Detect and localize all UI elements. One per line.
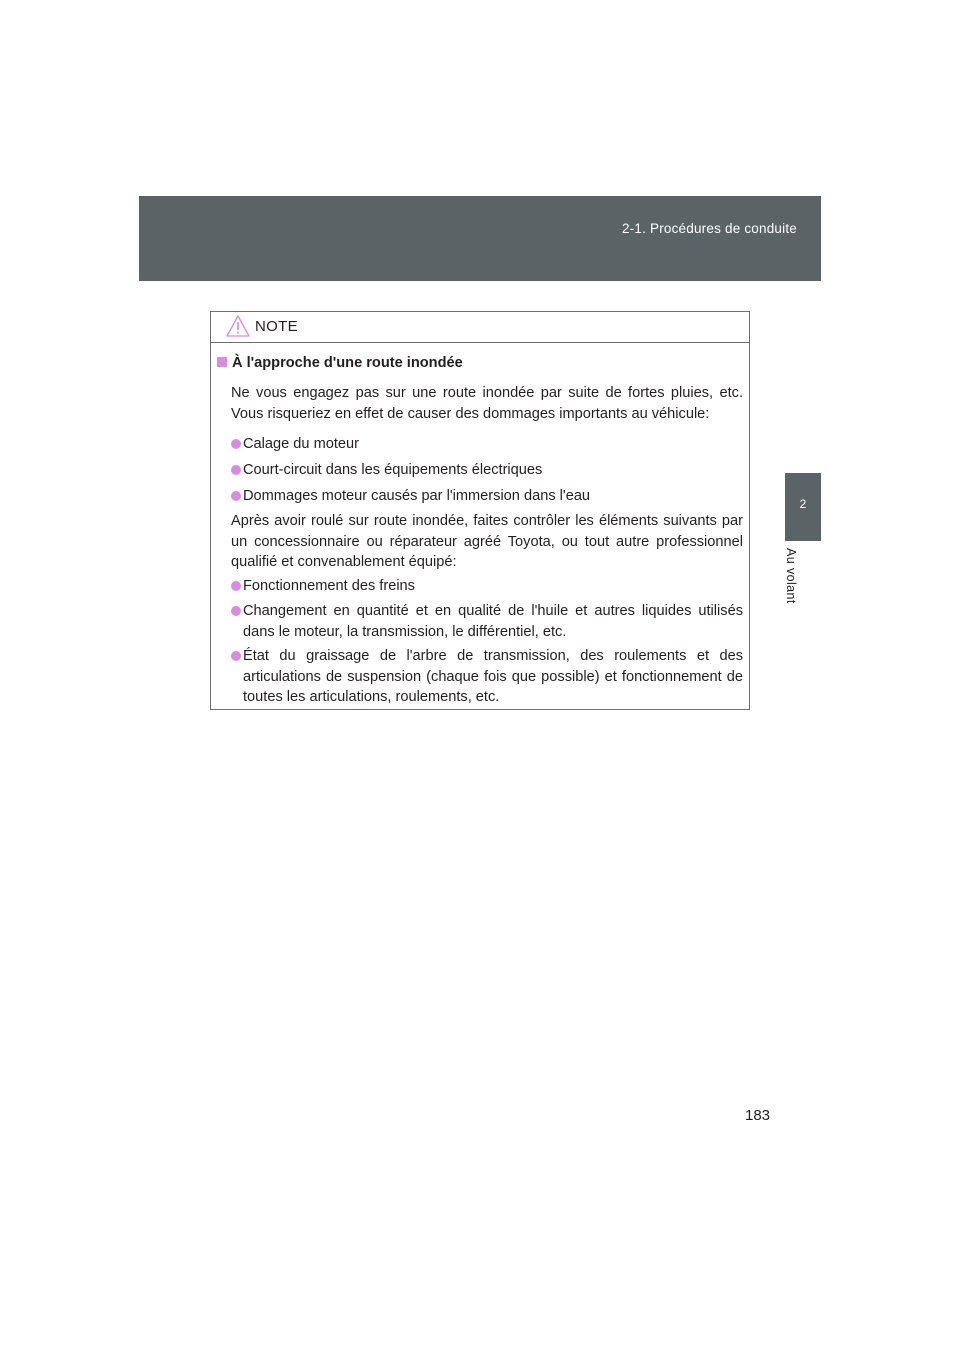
bullet-dot-icon: [231, 439, 241, 449]
list-item-text: Changement en quantité et en qualité de l'huile et autres liquides utilisés dans le moteur, la transmission, le différentiel, etc.: [243, 603, 743, 640]
list-item: [231, 576, 743, 597]
warning-triangle-icon: [226, 315, 250, 337]
square-bullet-icon: [217, 357, 227, 367]
intro-paragraph: Ne vous engagez pas sur une route inondée par suite de fortes pluies, etc. Vous risqueriez en effet de causer des dommages importants au véhicule:: [231, 385, 743, 422]
list-item: [231, 486, 743, 507]
note-title: NOTE: [255, 318, 298, 335]
list-item-text: Fonctionnement des freins: [243, 578, 415, 594]
list-item: [231, 646, 743, 708]
list-item-text: État du graissage de l'arbre de transmission, des roulements et des articulations de suspension (chaque fois que possible) et fonctionnement de toutes les articulations, roulements, etc.: [243, 648, 743, 705]
chapter-label: Au volant: [784, 548, 798, 604]
note-header: [211, 312, 749, 343]
subheading-text: À l'approche d'une route inondée: [232, 355, 463, 371]
bullet-dot-icon: [231, 606, 241, 616]
bullet-dot-icon: [231, 465, 241, 475]
header-band: [139, 196, 821, 281]
note-box: [210, 311, 750, 710]
page-number: 183: [745, 1107, 771, 1124]
bullet-dot-icon: [231, 491, 241, 501]
list-item-text: Court-circuit dans les équipements électriques: [243, 462, 543, 478]
list-item-text: Calage du moteur: [243, 436, 360, 452]
note-subheading: [217, 353, 463, 374]
after-paragraph: Après avoir roulé sur route inondée, faites contrôler les éléments suivants par un concessionnaire ou réparateur agréé Toyota, ou tout autre professionnel qualifié et convenablement équipé:: [231, 513, 743, 570]
list-item: [231, 460, 743, 481]
bullet-dot-icon: [231, 581, 241, 591]
chapter-number: 2: [799, 497, 807, 511]
bullet-dot-icon: [231, 651, 241, 661]
section-title: 2-1. Procédures de conduite: [621, 221, 797, 236]
chapter-label-container: [782, 548, 802, 618]
chapter-tab: [785, 473, 821, 541]
list-item: [231, 434, 743, 455]
list-item: [231, 601, 743, 642]
list-item-text: Dommages moteur causés par l'immersion dans l'eau: [243, 488, 591, 504]
